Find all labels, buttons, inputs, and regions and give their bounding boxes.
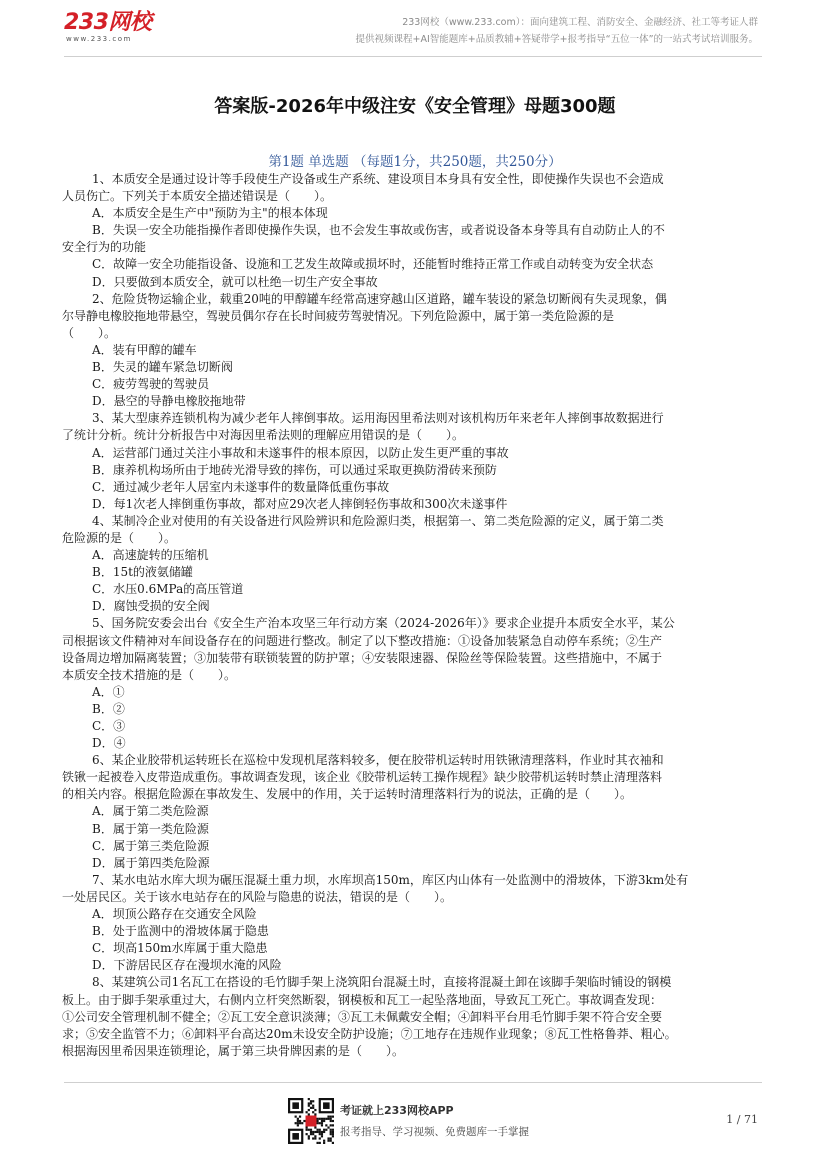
question-text-continued: 尔导静电橡胶拖地带悬空，驾驶员偶尔存在长时间疲劳驾驶情况。下列危险源中，属于第一类危险源的是 <box>62 308 615 323</box>
question-text: 3、某大型康养连锁机构为减少老年人摔倒事故。运用海因里希法则对该机构历年来老年人摔倒事故数据进行 <box>92 411 664 426</box>
answer-option: C．通过减少老年人居室内未遂事件的数量降低重伤事故 <box>92 479 390 494</box>
answer-option: B．属于第一类危险源 <box>92 821 209 836</box>
answer-option: C．坝高150m水库属于重大隐患 <box>92 941 268 956</box>
answer-option: B．15t的液氨储罐 <box>92 565 193 580</box>
document-title: 答案版-2026年中级注安《安全管理》母题300题 <box>214 96 616 117</box>
answer-option: A．运营部门通过关注小事故和未遂事件的根本原因，以防止发生更严重的事故 <box>92 445 509 460</box>
question-text: 2、危险货物运输企业，载重20吨的甲醇罐车经常高速穿越山区道路，罐车装设的紧急切断阀有失灵现象，偶 <box>92 291 667 306</box>
answer-option: C．③ <box>92 719 126 733</box>
page-header <box>0 0 830 60</box>
section-heading: 第1题 单选题 （每题1分，共250题，共250分） <box>268 154 562 170</box>
question-text: 1、本质安全是通过设计等手段使生产设备或生产系统、建设项目本身具有安全性，即使操作失误也不会造成 <box>92 172 664 186</box>
header-divider <box>64 56 762 57</box>
question-text: 4、某制冷企业对使用的有关设备进行风险辨识和危险源归类，根据第一、第二类危险源的定义，属于第二类 <box>92 513 664 528</box>
footer-app-subtitle: 报考指导、学习视频、免费题库一手掌握 <box>340 1126 529 1138</box>
answer-option: D．属于第四类危险源 <box>92 855 210 870</box>
question-text-continued: 根据海因里希因果连锁理论，属于第三块骨牌因素的是（ ）。 <box>62 1043 405 1058</box>
answer-option: C．故障一安全功能指设备、设施和工艺发生故障或损坏时，还能暂时维持正常工作或自动转变为安全状态 <box>92 257 654 272</box>
answer-option: B．② <box>92 701 125 716</box>
question-text-continued: 设备周边增加隔离装置；③加装带有联锁装置的防护罩；④安装限速器、保险丝等保险装置。这些措施中，不属于 <box>62 650 663 665</box>
question-text: 7、某水电站水库大坝为碾压混凝土重力坝，水库坝高150m，库区内山体有一处监测中的滑坡体，下游3km处有 <box>92 872 689 887</box>
question-text-continued: ①公司安全管理机制不健全；②瓦工安全意识淡薄；③瓦工未佩戴安全帽；④卸料平台用毛竹脚手架不符合安全要 <box>62 1009 663 1024</box>
answer-option: D．悬空的导静电橡胶拖地带 <box>92 394 246 409</box>
question-text-continued: 本质安全技术措施的是（ ）。 <box>62 667 237 682</box>
footer-divider <box>64 1082 762 1083</box>
answer-option: B．处于监测中的滑坡体属于隐患 <box>92 924 269 939</box>
header-slogan <box>288 14 758 48</box>
question-text-continued: 铁锹一起被卷入皮带造成重伤。事故调查发现，该企业《胶带机运转工操作规程》缺少胶带机运转时禁止清理落料 <box>62 770 663 785</box>
qr-code-icon <box>288 1098 334 1144</box>
header-line-1: 233网校（www.233.com）：面向建筑工程、消防安全、金融经济、社工等考证人群 <box>402 17 758 28</box>
question-text-continued: （ ）。 <box>62 325 117 340</box>
answer-option: A．坝顶公路存在交通安全风险 <box>92 907 257 922</box>
footer-app-promo: 考证就上233网校APP <box>340 1104 454 1117</box>
answer-option: D．只要做到本质安全，就可以杜绝一切生产安全事故 <box>92 274 378 289</box>
question-text-continued: 司根据该文件精神对车间设备存在的问题进行整改。制定了以下整改措施：①设备加装紧急自动停车系统；②生产 <box>62 633 663 648</box>
question-text-continued: 了统计分析。统计分析报告中对海因里希法则的理解应用错误的是（ ）。 <box>62 428 465 443</box>
answer-option: A．本质安全是生产中"预防为主"的根本体现 <box>92 206 328 221</box>
answer-option: C．水压0.6MPa的高压管道 <box>92 582 244 597</box>
logo-url: www.233.com <box>66 35 132 43</box>
question-text: 8、某建筑公司1名瓦工在搭设的毛竹脚手架上浇筑阳台混凝土时，直接将混凝土卸在该脚手架临时铺设的钢模 <box>92 975 672 990</box>
brand-logo <box>64 12 194 48</box>
answer-option: D．下游居民区存在漫坝水淹的风险 <box>92 958 282 973</box>
page-number: 1 / 71 <box>726 1113 758 1126</box>
answer-option: B．康养机构场所由于地砖光滑导致的摔伤，可以通过采取更换防滑砖来预防 <box>92 462 497 477</box>
question-text-continued: 人员伤亡。下列关于本质安全描述错误是（ ）。 <box>62 189 333 204</box>
question-text-continued: 板上。由于脚手架承重过大，右侧内立杆突然断裂，钢模板和瓦工一起坠落地面，导致瓦工死亡。事故调查发现： <box>62 992 663 1007</box>
answer-option: B．失灵的罐车紧急切断阀 <box>92 360 233 375</box>
answer-option: D．腐蚀受损的安全阀 <box>92 599 210 614</box>
answer-option: A．属于第二类危险源 <box>92 804 209 819</box>
question-text-continued: 的相关内容。根据危险源在事故发生、发展中的作用，关于运转时清理落料行为的说法，正确的是（ ）。 <box>62 787 633 802</box>
answer-option: A．装有甲醇的罐车 <box>92 342 197 357</box>
answer-option: D．每1次老人摔倒重伤事故，都对应29次老人摔倒轻伤事故和300次未遂事件 <box>92 496 508 511</box>
question-list <box>62 171 764 1060</box>
question-text-continued: 一处居民区。关于该水电站存在的风险与隐患的说法，错误的是（ ）。 <box>62 889 453 904</box>
header-line-2: 提供视频课程+AI智能题库+品质教辅+答疑带学+报考指导“五位一体”的一站式考试培训服务。 <box>355 34 758 45</box>
answer-option: D．④ <box>92 736 126 751</box>
answer-option: B．失误一安全功能指操作者即使操作失误，也不会发生事故或伤害，或者说设备本身等具有自动防止人的不 <box>92 223 665 238</box>
question-text-continued: 求；⑤安全监管不力；⑥卸料平台高达20m未设安全防护设施；⑦工地存在违规作业现象；⑧瓦工性格鲁莽、粗心。 <box>62 1026 677 1041</box>
question-text-continued: 安全行为的功能 <box>62 240 147 255</box>
answer-option: A．① <box>92 684 125 699</box>
question-text-continued: 危险源的是（ ）。 <box>62 530 177 545</box>
question-text: 6、某企业胶带机运转班长在巡检中发现机尾落料较多，便在胶带机运转时用铁锹清理落料，作业时其衣袖和 <box>92 753 664 768</box>
logo-text: 233网校 <box>64 10 152 35</box>
answer-option: C．属于第三类危险源 <box>92 838 210 853</box>
question-text: 5、国务院安委会出台《安全生产治本攻坚三年行动方案（2024-2026年）》要求企业提升本质安全水平，某公 <box>92 616 675 631</box>
answer-option: C．疲劳驾驶的驾驶员 <box>92 377 210 392</box>
answer-option: A．高速旋转的压缩机 <box>92 548 209 563</box>
